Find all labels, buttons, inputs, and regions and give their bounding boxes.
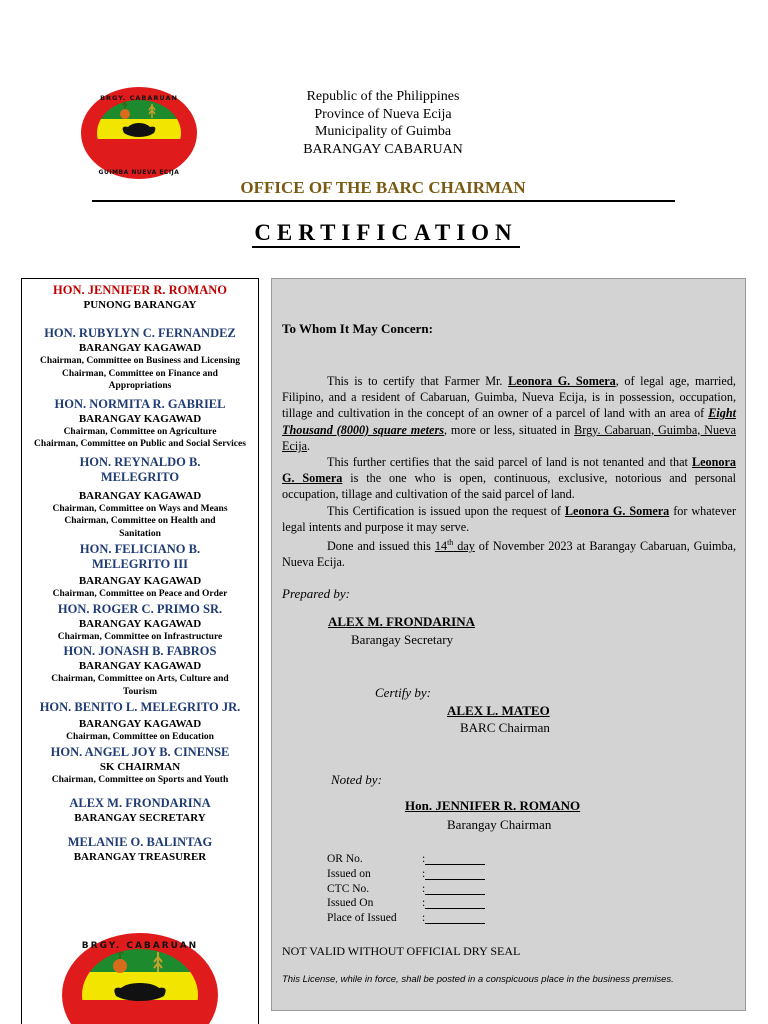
header-line: Municipality of Guimba [314,124,452,139]
member-name: HON. REYNALDO B. MELEGRITO [79,454,201,484]
certificate-panel [271,278,746,1011]
member-name: HON. ANGEL JOY B. CINENSE [50,744,230,759]
or-field-blank[interactable] [425,912,485,924]
certify-by-title: BARC Chairman [460,720,550,735]
member-name: HON. NORMITA R. GABRIEL [54,396,226,411]
member-role: BARANGAY TREASURER [73,851,207,863]
applicant-name: Leonora G. Somera [508,374,616,388]
member-role: BARANGAY KAGAWAD [78,412,202,425]
certify-by-label: Certify by: [375,685,431,700]
p4-text-a: Done and issued this [327,539,435,554]
header-line: Province of Nueva Ecija [314,106,452,122]
or-row [327,896,485,911]
certify-by-name: ALEX L. MATEO [447,703,550,718]
member-committee: Chairman, Committee on Finance and Appropriations [62,368,218,391]
member-block [22,455,258,541]
member-committee: Chairman, Committee on Education [66,732,214,742]
member-committee: Chairman, Committee on Agriculture [63,426,217,437]
member-block [22,796,258,825]
member-block [22,835,258,864]
paragraph-3 [282,503,736,535]
barangay-seal-logo-bottom [60,930,220,1024]
member-block [22,700,258,744]
header-line: BARANGAY CABARUAN [303,141,463,157]
salutation: To Whom It May Concern: [282,321,433,336]
p1-text-c: , more or less, situated in [443,422,575,437]
dry-seal-notice: NOT VALID WITHOUT OFFICIAL DRY SEAL [282,944,521,958]
or-row [327,867,485,882]
member-block [22,283,258,312]
or-field-blank[interactable] [425,868,485,880]
member-role: BARANGAY KAGAWAD [78,718,202,730]
document-title [100,220,672,246]
or-field-blank[interactable] [425,883,485,895]
or-field-label: Issued on [327,867,371,880]
or-field-label: Place of Issued [327,912,397,925]
member-committee: Chairman, Committee on Business and Licensing [39,356,241,366]
office-title: OFFICE OF THE BARC CHAIRMAN [240,178,526,197]
member-block [22,745,258,787]
member-role: PUNONG BARANGAY [83,299,197,311]
member-block [22,326,258,393]
land-location: Brgy. Cabaruan, Guimba, Nueva Ecija [282,422,736,453]
member-block [22,602,258,644]
or-field-sep: : [422,897,426,910]
land-area: Eight Thousand (8000) square meters [282,406,736,437]
prepared-by-title: Barangay Secretary [351,632,454,647]
barangay-seal-logo [80,86,198,180]
member-name: HON. JENNIFER R. ROMANO [53,283,227,297]
prepared-by-name: ALEX M. FRONDARINA [328,614,475,629]
member-block [22,644,258,698]
member-committee: Chairman, Committee on Sports and Youth [51,774,229,785]
p3-text-a: This Certification is issued upon the request of [327,503,565,518]
seal-top-text: BRGY. CABARUAN [100,94,178,102]
member-role: BARANGAY KAGAWAD [78,660,202,672]
or-field-label: OR No. [327,853,363,865]
government-header [230,88,536,158]
seal-bottom-text: GUIMBA NUEVA ECIJA [98,169,180,176]
or-field-sep: : [422,912,426,925]
applicant-name: Leonora G. Somera [564,503,670,518]
license-posting-note: This License, while in force, shall be posted in a conspicuous place in the business premises. [282,974,674,985]
paragraph-4 [282,535,736,570]
member-committee: Chairman, Committee on Peace and Order [52,589,228,599]
member-role: BARANGAY KAGAWAD [78,489,202,502]
or-field-label: CTC No. [327,882,370,895]
p3-text-b: for whatever legal intents and purpose it may serve. [282,503,737,534]
issue-day-suffix: th [447,538,454,548]
or-field-blank[interactable] [425,897,485,909]
issue-day [435,539,475,553]
noted-by-label: Noted by: [331,772,382,787]
member-name: HON. ROGER C. PRIMO SR. [57,601,223,616]
p4-text-b: of November 2023 at Barangay Cabaruan, Guimba, Nueva Ecija. [282,539,736,570]
paragraph-2 [282,454,736,503]
council-sidebar [21,278,259,1024]
or-field-sep: : [422,882,426,895]
or-row [327,852,485,867]
or-details-table [327,852,485,926]
member-committee: Chairman, Committee on Arts, Culture and Tourism [51,674,229,697]
seal-bottom-top-text: BRGY. CABARUAN [81,941,199,951]
member-committee: Chairman, Committee on Ways and Means [52,503,228,514]
or-field-blank[interactable] [425,853,485,865]
member-committee: Chairman, Committee on Health and Sanitation [64,516,216,539]
member-name: ALEX M. FRONDARINA [69,796,211,810]
member-block [22,542,258,601]
p2-text-b: is the one who is open, continuous, exclusive, notorious and personal occupation, tillage and cultivation of the said parcel of land. [282,471,736,502]
member-role: BARANGAY KAGAWAD [78,342,202,354]
member-name: HON. FELICIANO B. MELEGRITO III [79,542,201,571]
or-row [327,882,485,897]
p2-text-a: This further certifies that the said parcel of land is not tenanted and that [327,455,692,470]
member-role: BARANGAY KAGAWAD [78,575,202,587]
member-role: BARANGAY KAGAWAD [78,617,202,630]
member-name: HON. RUBYLYN C. FERNANDEZ [44,326,236,340]
or-field-sep: : [422,853,426,865]
member-role: BARANGAY SECRETARY [74,812,206,824]
member-name: MELANIE O. BALINTAG [67,835,213,849]
document-title-text: CERTIFICATION [252,220,519,248]
noted-by-name: Hon. JENNIFER R. ROMANO [405,798,581,813]
or-row [327,911,485,926]
or-field-sep: : [422,867,426,880]
member-name: HON. BENITO L. MELEGRITO JR. [39,700,241,714]
prepared-by-label: Prepared by: [282,586,350,601]
member-committee: Chairman, Committee on Public and Social Services [34,439,246,449]
certificate-body [282,373,736,571]
issue-day-word: day [453,539,475,554]
header-divider [92,200,675,202]
noted-by-title: Barangay Chairman [447,817,552,832]
p1-text-d: . [307,438,311,453]
paragraph-1 [282,373,736,454]
member-block [22,397,258,451]
p1-text-a: This is to certify that Farmer Mr. [327,374,509,388]
or-field-label: Issued On [327,897,374,910]
applicant-name: Leonora G. Somera [282,455,736,486]
member-committee: Chairman, Committee on Infrastructure [57,631,223,642]
header-line: Republic of the Philippines [306,89,460,104]
issue-day-number: 14 [434,539,448,554]
member-name: HON. JONASH B. FABROS [63,644,217,658]
p1-text-b: , of legal age, married, Filipino, and a resident of Cabaruan, Guimba, Nueva Ecija, is in possession, occupation, tillage and cultivation in the concept of an owner of a parcel of land with an area of [282,374,736,421]
member-role: SK CHAIRMAN [99,760,181,773]
